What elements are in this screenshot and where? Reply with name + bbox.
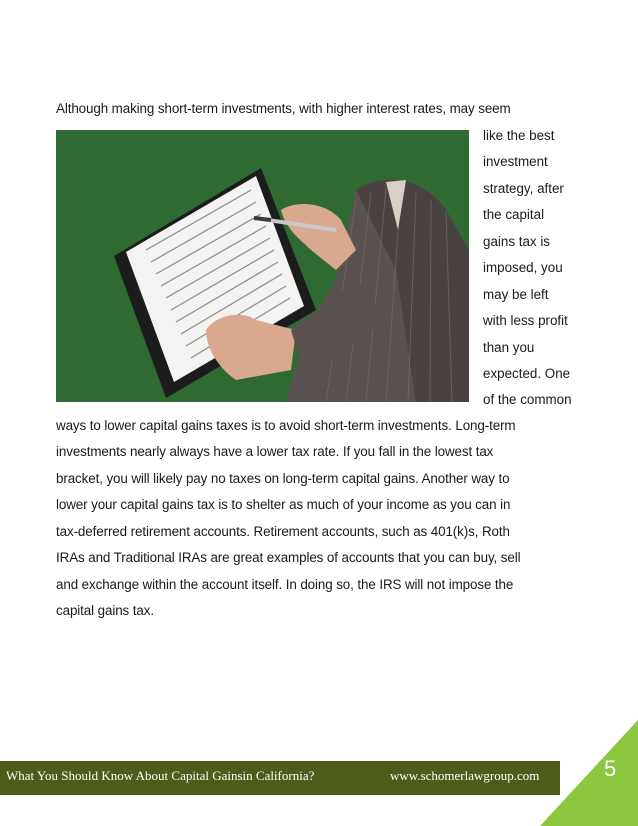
right-column-line-8: than you — [483, 340, 535, 355]
right-column-line-6: may be left — [483, 287, 549, 302]
right-column-line-2: strategy, after — [483, 181, 564, 196]
body-line-7: and exchange within the account itself. In doing so, the IRS will not impose the — [56, 577, 514, 592]
body-line-0: Although making short-term investments, with higher interest rates, may seem — [56, 101, 511, 116]
right-column-line-7: with less profit — [483, 313, 568, 328]
body-line-4: lower your capital gains tax is to shelter as much of your income as you can in — [56, 497, 511, 512]
body-line-5: tax-deferred retirement accounts. Retirement accounts, such as 401(k)s, Roth — [56, 524, 510, 539]
businesswoman-clipboard-photo — [56, 130, 469, 402]
page-number: 5 — [604, 756, 617, 781]
body-line-3: bracket, you will likely pay no taxes on long-term capital gains. Another way to — [56, 471, 510, 486]
right-column-line-10: of the common — [483, 392, 572, 407]
photo-illustration — [56, 130, 469, 402]
body-line-6: IRAs and Traditional IRAs are great examples of accounts that you can buy, sell — [56, 550, 521, 565]
body-line-2: investments nearly always have a lower tax rate. If you fall in the lowest tax — [56, 444, 494, 459]
footer-url[interactable]: www.schomerlawgroup.com — [390, 768, 540, 783]
body-line-1: ways to lower capital gains taxes is to avoid short-term investments. Long-term — [56, 418, 516, 433]
right-column-line-4: gains tax is — [483, 234, 550, 249]
right-column-line-5: imposed, you — [483, 260, 563, 275]
footer-title: What You Should Know About Capital Gainsin California? — [6, 768, 315, 783]
right-column-line-3: the capital — [483, 207, 545, 222]
right-column-line-0: like the best — [483, 128, 555, 143]
right-column-line-1: investment — [483, 154, 548, 169]
page-corner-triangle — [540, 720, 638, 826]
body-line-8: capital gains tax. — [56, 603, 154, 618]
right-column-line-9: expected. One — [483, 366, 571, 381]
